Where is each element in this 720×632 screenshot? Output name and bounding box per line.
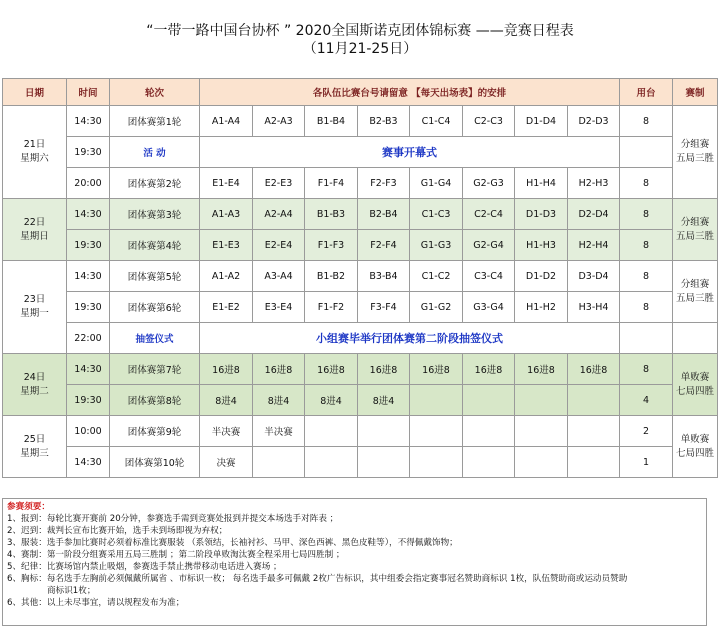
match-cell <box>515 416 568 447</box>
table-row <box>3 137 718 168</box>
table-row <box>3 447 718 478</box>
match-cell: 8进4 <box>358 385 410 416</box>
match-cell: B1-B4 <box>305 106 358 137</box>
table-row <box>3 230 718 261</box>
round-cell: 团体赛第7轮 <box>110 354 200 385</box>
match-cell <box>568 447 620 478</box>
time-cell: 14:30 <box>67 199 110 230</box>
time-cell: 14:30 <box>67 447 110 478</box>
format-cell-empty <box>673 323 718 354</box>
table-row <box>3 354 718 385</box>
date-cell: 22日 星期日 <box>3 199 67 261</box>
match-cell: C1-C4 <box>410 106 463 137</box>
notes-item: 1、报到：每轮比赛开赛前 20分钟，参赛选手需到竞赛处报到并提交本场选手对阵表 ； <box>7 514 339 524</box>
table-header-row <box>3 79 718 106</box>
event-cell: 小组赛毕举行团体赛第二阶段抽签仪式 <box>200 323 620 354</box>
table-row <box>3 261 718 292</box>
tables-cell: 8 <box>620 168 673 199</box>
notes-item: 2、迟到：裁判长宣布比赛开始，选手未到场即视为弃权； <box>7 526 228 536</box>
round-cell: 活 动 <box>110 137 200 168</box>
match-cell <box>463 416 515 447</box>
match-cell: H1-H2 <box>515 292 568 323</box>
schedule-table <box>2 78 718 478</box>
time-cell: 20:00 <box>67 168 110 199</box>
page-title: “一带一路中国台协杯 ” 2020全国斯诺克团体锦标赛 ——竞赛日程表 <box>146 23 574 39</box>
match-cell: G1-G4 <box>410 168 463 199</box>
match-cell: E3-E4 <box>253 292 305 323</box>
match-cell <box>253 447 305 478</box>
table-row <box>3 292 718 323</box>
match-cell <box>410 385 463 416</box>
match-cell <box>568 385 620 416</box>
time-cell: 19:30 <box>67 292 110 323</box>
notes-item: 6、胸标：每名选手左胸前必须佩戴所属省 、市标识一枚； 每名选手最多可佩戴 2枚广告标识，其中组委会指定赛事冠名赞助商标识 1枚，队伍赞助商或运动员赞助 <box>7 574 628 584</box>
match-cell: F2-F3 <box>358 168 410 199</box>
match-cell: D2-D3 <box>568 106 620 137</box>
match-cell: B2-B4 <box>358 199 410 230</box>
format-cell: 分组赛 五局三胜 <box>673 106 718 199</box>
match-cell: B3-B4 <box>358 261 410 292</box>
time-cell: 14:30 <box>67 261 110 292</box>
match-cell: 16进8 <box>568 354 620 385</box>
table-row <box>3 106 718 137</box>
match-cell: B2-B3 <box>358 106 410 137</box>
match-cell: 16进8 <box>410 354 463 385</box>
match-cell: B1-B2 <box>305 261 358 292</box>
match-cell <box>568 416 620 447</box>
round-cell: 团体赛第4轮 <box>110 230 200 261</box>
match-cell: 8进4 <box>305 385 358 416</box>
time-cell: 22:00 <box>67 323 110 354</box>
match-cell <box>358 447 410 478</box>
match-cell: E1-E3 <box>200 230 253 261</box>
match-cell: 半决赛 <box>253 416 305 447</box>
round-cell: 抽签仪式 <box>110 323 200 354</box>
header-format: 赛制 <box>673 79 718 106</box>
time-cell: 10:00 <box>67 416 110 447</box>
match-cell: G2-G4 <box>463 230 515 261</box>
format-cell: 分组赛 五局三胜 <box>673 199 718 261</box>
notes-item: 5、纪律：比赛场馆内禁止吸烟，参赛选手禁止携带移动电话进入赛场 ； <box>7 562 282 572</box>
match-cell <box>515 385 568 416</box>
match-cell: 16进8 <box>515 354 568 385</box>
tables-cell: 8 <box>620 106 673 137</box>
match-cell <box>410 416 463 447</box>
match-cell: G1-G3 <box>410 230 463 261</box>
match-cell: 半决赛 <box>200 416 253 447</box>
format-cell: 分组赛 五局三胜 <box>673 261 718 323</box>
match-cell: D1-D4 <box>515 106 568 137</box>
match-cell: B1-B3 <box>305 199 358 230</box>
tables-cell: 8 <box>620 261 673 292</box>
table-row <box>3 199 718 230</box>
match-cell <box>410 447 463 478</box>
match-cell: F3-F4 <box>358 292 410 323</box>
match-cell: H1-H4 <box>515 168 568 199</box>
match-cell: G2-G3 <box>463 168 515 199</box>
match-cell: C1-C3 <box>410 199 463 230</box>
tables-cell: 1 <box>620 447 673 478</box>
notes-section <box>2 498 707 626</box>
match-cell <box>515 447 568 478</box>
match-cell: E2-E4 <box>253 230 305 261</box>
match-cell: 16进8 <box>200 354 253 385</box>
round-cell: 团体赛第2轮 <box>110 168 200 199</box>
match-cell: E2-E3 <box>253 168 305 199</box>
header-arrangement: 各队伍比赛台号请留意 【每天出场表】的安排 <box>200 79 620 106</box>
page-subtitle: （11月21-25日） <box>302 41 418 57</box>
match-cell: H2-H3 <box>568 168 620 199</box>
match-cell: C1-C2 <box>410 261 463 292</box>
time-cell: 14:30 <box>67 354 110 385</box>
match-cell: 16进8 <box>463 354 515 385</box>
time-cell: 19:30 <box>67 137 110 168</box>
table-row <box>3 416 718 447</box>
round-cell: 团体赛第5轮 <box>110 261 200 292</box>
date-cell: 23日 星期一 <box>3 261 67 354</box>
match-cell: C2-C3 <box>463 106 515 137</box>
match-cell: D3-D4 <box>568 261 620 292</box>
match-cell: F1-F4 <box>305 168 358 199</box>
match-cell: C2-C4 <box>463 199 515 230</box>
table-row <box>3 168 718 199</box>
match-cell <box>463 385 515 416</box>
notes-item: 商标识1枚； <box>47 586 96 596</box>
round-cell: 团体赛第10轮 <box>110 447 200 478</box>
event-cell: 赛事开幕式 <box>200 137 620 168</box>
match-cell: 16进8 <box>358 354 410 385</box>
match-cell: A2-A3 <box>253 106 305 137</box>
round-cell: 团体赛第9轮 <box>110 416 200 447</box>
match-cell <box>305 416 358 447</box>
tables-cell <box>620 137 673 168</box>
match-cell: A2-A4 <box>253 199 305 230</box>
header-date: 日期 <box>3 79 67 106</box>
match-cell: F2-F4 <box>358 230 410 261</box>
match-cell: A1-A2 <box>200 261 253 292</box>
tables-cell: 8 <box>620 354 673 385</box>
match-cell <box>305 447 358 478</box>
match-cell: A1-A4 <box>200 106 253 137</box>
match-cell: 8进4 <box>200 385 253 416</box>
match-cell: H2-H4 <box>568 230 620 261</box>
match-cell: 8进4 <box>253 385 305 416</box>
format-cell: 单败赛 七局四胜 <box>673 354 718 416</box>
match-cell: G3-G4 <box>463 292 515 323</box>
time-cell: 19:30 <box>67 230 110 261</box>
header-round: 轮次 <box>110 79 200 106</box>
tables-cell: 8 <box>620 230 673 261</box>
match-cell <box>463 447 515 478</box>
match-cell: A3-A4 <box>253 261 305 292</box>
notes-item: 3、服装：选手参加比赛时必须着标准比赛服装 （系领结，长袖衬衫、马甲、深色西裤、黑色皮鞋等），不得佩戴饰物； <box>7 538 458 548</box>
date-cell: 24日 星期二 <box>3 354 67 416</box>
header-time: 时间 <box>67 79 110 106</box>
time-cell: 19:30 <box>67 385 110 416</box>
date-cell: 21日 星期六 <box>3 106 67 199</box>
table-row <box>3 385 718 416</box>
round-cell: 团体赛第6轮 <box>110 292 200 323</box>
date-cell: 25日 星期三 <box>3 416 67 478</box>
header-tables: 用台 <box>620 79 673 106</box>
match-cell: H3-H4 <box>568 292 620 323</box>
notes-item: 4、赛制：第一阶段分组赛采用五局三胜制 ；第二阶段单败淘汰赛全程采用七局四胜制 ； <box>7 550 345 560</box>
match-cell: D1-D3 <box>515 199 568 230</box>
notes-item: 6、其他：以上未尽事宜，请以规程发布为准； <box>7 598 185 608</box>
match-cell: G1-G2 <box>410 292 463 323</box>
tables-cell: 8 <box>620 199 673 230</box>
notes-title: 参赛须要： <box>7 502 50 512</box>
match-cell: F1-F3 <box>305 230 358 261</box>
tables-cell: 2 <box>620 416 673 447</box>
match-cell: E1-E4 <box>200 168 253 199</box>
tables-cell: 4 <box>620 385 673 416</box>
match-cell: D1-D2 <box>515 261 568 292</box>
match-cell: H1-H3 <box>515 230 568 261</box>
match-cell: E1-E2 <box>200 292 253 323</box>
round-cell: 团体赛第8轮 <box>110 385 200 416</box>
round-cell: 团体赛第1轮 <box>110 106 200 137</box>
match-cell: C3-C4 <box>463 261 515 292</box>
tables-cell <box>620 323 673 354</box>
table-row <box>3 323 718 354</box>
time-cell: 14:30 <box>67 106 110 137</box>
tables-cell: 8 <box>620 292 673 323</box>
match-cell: 16进8 <box>305 354 358 385</box>
match-cell: A1-A3 <box>200 199 253 230</box>
format-cell: 单败赛 七局四胜 <box>673 416 718 478</box>
match-cell <box>358 416 410 447</box>
match-cell: D2-D4 <box>568 199 620 230</box>
match-cell: F1-F2 <box>305 292 358 323</box>
round-cell: 团体赛第3轮 <box>110 199 200 230</box>
match-cell: 16进8 <box>253 354 305 385</box>
match-cell: 决赛 <box>200 447 253 478</box>
